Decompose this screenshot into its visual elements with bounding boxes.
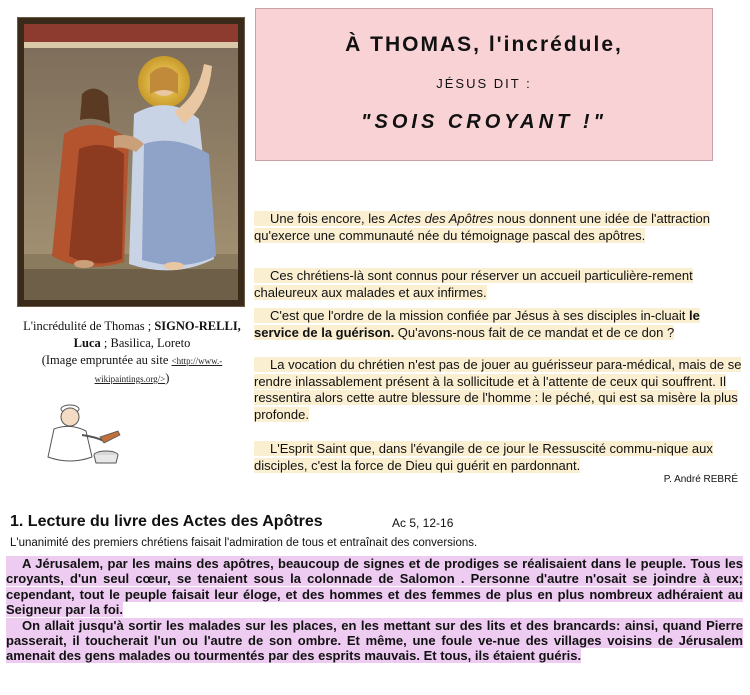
title-box <box>255 8 713 161</box>
commentary-p5: L'Esprit Saint que, dans l'évangile de ce jour le Ressuscité commu-nique aux disciples, c'est la force de Dieu qui guérit en pardonnant. <box>254 441 713 473</box>
reading-subtitle: L'unanimité des premiers chrétiens faisait l'admiration de tous et entraînait des conversions. <box>10 537 478 549</box>
commentary-p1-end: nous donnent une idée de l'attraction qu'exerce une communauté née du témoignage pascal des apôtres. <box>254 211 710 243</box>
commentary-p4: La vocation du chrétien n'est pas de jouer au guérisseur para-médical, mais de se rendre inlassablement présent à la sollicitude et à l'attente de ceux qui souffrent. Il ressentira alors cette autre blessure de l'homme : le péché, qui est sa misère la plus profonde. <box>254 357 742 422</box>
reading-reference: Ac 5, 12-16 <box>392 516 454 530</box>
commentary-p3-bold: le service de la guérison. <box>254 308 700 340</box>
caption-source-label: (Image empruntée au site <box>41 353 172 367</box>
title-line-1: À THOMAS, l'incrédule, <box>345 33 623 56</box>
commentary-p3-end: Qu'avons-nous fait de ce mandat et de ce don ? <box>394 324 675 340</box>
pope-washing-icon <box>40 395 126 467</box>
painting-caption <box>12 318 252 388</box>
commentary-p2: Ces chrétiens-là sont connus pour réserver un accueil particulière-rement chaleureux aux malades et aux infirmes. <box>254 268 693 300</box>
commentary-p1-book: Actes des Apôtres <box>388 211 494 226</box>
commentary-paragraph-3 <box>254 308 744 341</box>
commentary-paragraph-5 <box>254 441 744 474</box>
reading-p1: A Jérusalem, par les mains des apôtres, beaucoup de signes et de prodiges se réalisaient dans le peuple. Tous les croyants, d'un seul cœur, se tenaient sous la colonnade de Salomon . Personne d'autre n'osait se joindre à eux; cependant, tout le peuple faisait leur éloge, et des hommes et des femmes de plus en plus nombreux adhéraient au Seigneur par la foi. <box>6 556 743 618</box>
title-line-2: JÉSUS DIT : <box>436 76 532 91</box>
commentary-p1-start: Une fois encore, les <box>270 211 389 226</box>
reading-paragraph-2 <box>6 618 743 664</box>
caption-text: L'incrédulité de Thomas ; <box>23 319 155 333</box>
signature: P. André REBRÉ <box>663 474 738 485</box>
commentary-p3-start: C'est que l'ordre de la mission confiée par Jésus à ses disciples in-cluait <box>270 308 689 323</box>
reading-paragraph-1 <box>6 556 743 618</box>
caption-artist: SIGNO-RELLI, Luca <box>73 319 241 350</box>
caption-location: ; Basilica, Loreto <box>100 336 191 350</box>
reading-p2: On allait jusqu'à sortir les malades sur les places, en les mettant sur des lits et des brancards: ainsi, quand Pierre passerait, il toucherait l'un ou l'autre de son ombre. Et même, une foule ve-nue des villages voisins de Jérusalem amenait des gens malades ou tourmentés par des esprits mauvais. Et tous, ils étaient guéris. <box>6 617 743 664</box>
pope-illustration <box>40 395 126 467</box>
caption-source-link[interactable]: <http://www.-wikipaintings.org/> <box>94 356 223 384</box>
caption-close: ) <box>165 371 170 385</box>
painting-image <box>18 18 244 306</box>
title-line-3: "SOIS CROYANT !" <box>361 111 607 133</box>
commentary-paragraph-2 <box>254 268 744 301</box>
doubting-thomas-painting <box>24 24 238 300</box>
commentary-paragraph-1 <box>254 211 744 244</box>
commentary-p3 <box>254 308 700 340</box>
reading-text <box>6 556 743 664</box>
reading-title: 1. Lecture du livre des Actes des Apôtres <box>10 513 323 530</box>
commentary-paragraph-4 <box>254 357 744 423</box>
commentary-p1 <box>254 211 710 243</box>
